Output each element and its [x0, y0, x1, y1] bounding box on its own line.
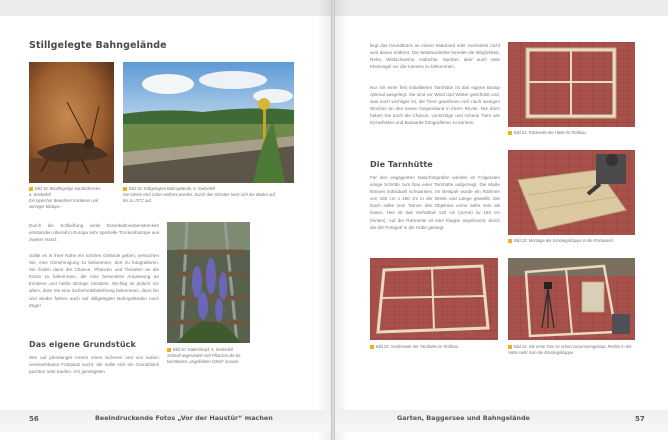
- caption-fig20: Bild 20: Natternkopf, 6. Seebefell Schnell angesiedelt sich Pflanzen die be- kanntesten „ungeliebten Gäste“ zusuch.: [167, 347, 242, 364]
- photo-grasshopper: [29, 62, 114, 183]
- caption-fig22: Bild 22: Montage der Einstiegsklappe in die Rückwand.: [508, 238, 636, 244]
- caption-fig21: Bild 21: Rückseite der Hütte im Rohbau.: [508, 130, 636, 136]
- caption-marker-icon: [167, 348, 171, 352]
- caption-marker-icon: [508, 345, 512, 349]
- section-heading-hide: Die Tarnhütte: [370, 160, 433, 169]
- gutter-shadow: [317, 0, 331, 440]
- paragraph-railway-intro: Durch die Schließung vieler Eisenbahnnebenstrecken entstanden überall in Europa sehr spezielle Trockenbiotope aus zweiter Hand.: [29, 223, 159, 243]
- running-footer-right: Garten, Baggersee und Bahngelände: [397, 414, 530, 422]
- page-number-right: 57: [635, 415, 645, 423]
- paragraph-hide-construction: Für den engagierten Naturfotografen werden im Folgenden einige Schritte zum Bau einer Tarnhütte aufgezeigt. Die Maße können individuell schwanken. Im Beispiel wurde ein Rahmen von 160 cm x 160 cm in der Breite und Länge gewählt. Die Dach sollte zum Tarnen des Objektivs vorne tiefer sein als hinten. Hier ist das Verhältnis 140 cm (vorne) zu 160 cm (hinten). Auf der Rückseite ist eine Klappe angebracht, durch die der Fotograf in die Hütte gelangt.: [370, 175, 500, 230]
- photo-hide-assembled: [508, 258, 635, 340]
- caption-fig19: Bild 19: Stillgelegtes Bahngelände, 6. Seebefell Die Gleise sind schon entfernt worden. Durch den Schotter heizt sich der Boden auf bis zu 70°C auf.: [123, 186, 275, 203]
- section-heading-property: Das eigene Grundstück: [29, 340, 136, 349]
- paragraph-forest-edge: liegt das Grundstück an einem Waldrand oder zumindest nicht weit davon entfernt. Die Waldrandnähe bereitet die Möglichkeit, Rehe, Wildschweine, Habichte, Sperber, aber auch viele Kleinvögel vor die Kamera zu bekommen.: [370, 43, 500, 70]
- caption-marker-icon: [123, 187, 127, 191]
- caption-fig23: Bild 23: Vorderseite der Tarnhütte im Rohbau.: [370, 344, 500, 350]
- paragraph-property: Wer auf jahrelanger Innere einen sicheren und von außen uneinsehbaren Fotoplatz sucht, der sollte sich ein Grundstück pachten oder kaufen. Am günstigsten: [29, 355, 159, 375]
- top-margin-band: [0, 0, 331, 16]
- photo-vipers-bugloss: [167, 222, 250, 343]
- caption-marker-icon: [508, 131, 512, 135]
- page-number-left: 56: [29, 415, 39, 423]
- section-heading-railway: Stillgelegte Bahngelände: [29, 40, 167, 51]
- photo-hide-front-frame: [370, 258, 498, 340]
- photo-railway-landscape: [123, 62, 294, 183]
- caption-fig24: Bild 24: Die erste Tarn ist schon zusammengebaut. Rechts in der Hütte sieht man die Einstiegsklappe.: [508, 344, 632, 355]
- caption-fig18: Bild 18: Blauflügelige Sandschrecke, 6. Seebefell Ein typischer Bewohner trockener und sonniger Biotope.: [29, 186, 102, 209]
- caption-marker-icon: [508, 239, 512, 243]
- caption-marker-icon: [29, 187, 33, 191]
- paragraph-railway-permission: Sollte es in Ihrer Nähe ein solches Gelände geben, versuchen Sie, eine Genehmigung zu bekommen, dort zu fotografieren. Sie finden dann die Chance, Pflanzen und Tierarten an die Kürze zu bekommen, die eine besondere Anpassung an trockene und heiße Biotope besitzen. Wichtig ist jedoch vor allem, dass Sie eine Sicherheitsbelehrung bekommen, denn hin und wieder fahren auch auf stillgelegten Bahngeländen noch Züge!: [29, 253, 159, 308]
- top-margin-band: [335, 0, 668, 16]
- running-footer-left: Beeindruckende Fotos „Vor der Haustür“ machen: [95, 414, 273, 422]
- paragraph-hide-benefits: Nur mit einer fest installierten Tarnhütte ist das eigene Biotop optimal ausgelegt. Sie sind vor Wind und Wetter geschützt und, was noch wichtiger ist, die Tiere gewöhnen sich nach wenigen Wochen an den neuen Gegenstand in ihrem Revier. Nur dann haben Sie auch die Chance, vorsichtige und scheue Tiere wie Eichelhäher und Bussarde fotografieren zu können.: [370, 85, 500, 126]
- caption-marker-icon: [370, 345, 374, 349]
- photo-hide-back-frame: [508, 42, 635, 127]
- photo-hatch-mounting: [508, 150, 635, 235]
- right-page: [335, 0, 668, 440]
- left-page: [0, 0, 331, 440]
- gutter-shadow: [335, 0, 349, 440]
